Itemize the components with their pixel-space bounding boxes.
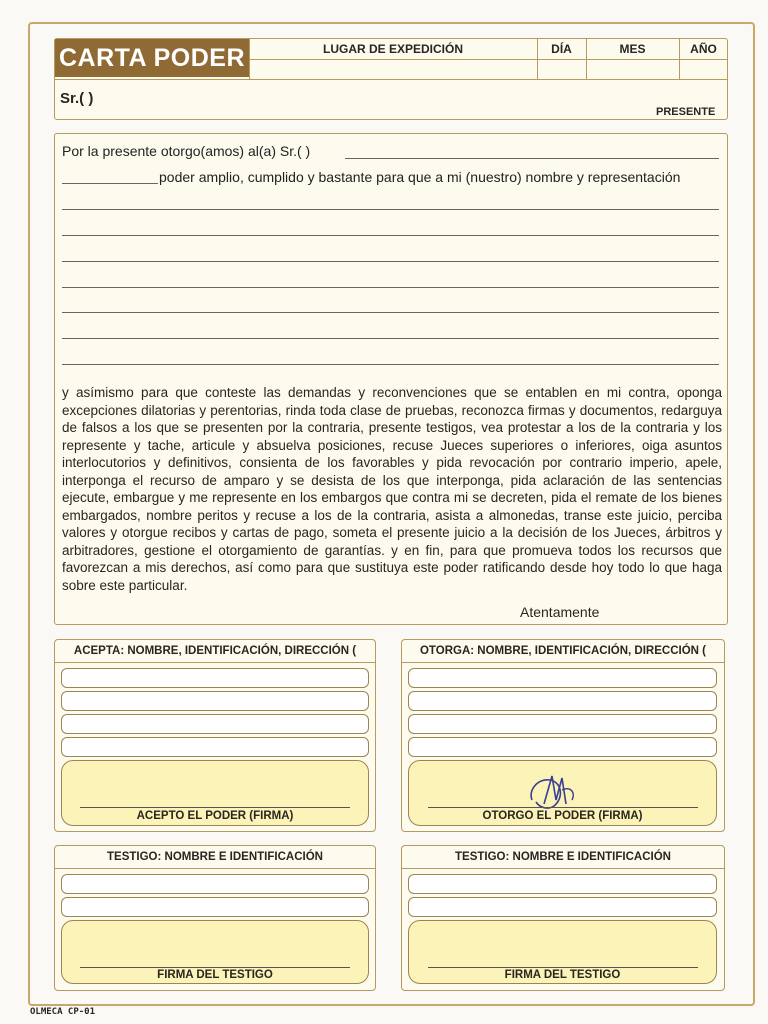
day-label: DÍA xyxy=(551,42,572,56)
day-input[interactable] xyxy=(538,60,585,78)
accept-signature-label: ACEPTO EL PODER (FIRMA) xyxy=(136,810,294,822)
witness-right-signature-label: FIRMA DEL TESTIGO xyxy=(504,969,621,981)
signature-line xyxy=(80,807,350,808)
month-input[interactable] xyxy=(587,60,678,78)
header-divider-lower xyxy=(55,79,728,80)
blank-line[interactable] xyxy=(62,209,719,210)
grant-signature-label: OTORGO EL PODER (FIRMA) xyxy=(482,810,643,822)
blank-line[interactable] xyxy=(62,312,719,313)
grant-field[interactable] xyxy=(408,714,717,734)
accept-field[interactable] xyxy=(61,737,369,757)
powers-paragraph: y asímismo para que conteste las demandas y reconvenciones que se entablen en mi contra, oponga excepciones dilatorias y perentorias, rinda toda clase de pruebas, reconozca firmas y documentos, redarguya de falsos a los que se presenten por la contraria, presente testigos, vea protestar a los de la contraria y los represente y tache, articule y absuelva posiciones, recuse Jueces superiores o inferiores, oiga asuntos interlocutorios y definitivos, consienta de los favorables y pida revocación por contrario imperio, apele, interponga el recurso de amparo y se desista de los que interponga, pida aclaración de las sentencias ejecute, embargue y me represente en los embargos que contra mi se decreten, pida el remate de los bienes embargados, nombre peritos y recuse a los de la contraria, asista a almonedas, transe este juicio, perciba valores y otorgue recibos y cartas de pago, someta el presente juicio a la decisión de los Jueces, árbitros y arbitradores, gestione el otorgamiento de garantías. y en fin, para que promueva todos los recursos que favorezcan a mis derechos, así como para que sustituya este poder ratificando desde hoy todo lo que haga sobre este particular. xyxy=(62,385,722,593)
place-input[interactable] xyxy=(250,60,536,78)
grant-box-title: OTORGA: NOMBRE, IDENTIFICACIÓN, DIRECCIÓN ( xyxy=(402,640,724,663)
accept-field[interactable] xyxy=(61,714,369,734)
witness-right-field[interactable] xyxy=(408,897,717,917)
place-label: LUGAR DE EXPEDICIÓN xyxy=(322,42,463,56)
witness-left-signature-label: FIRMA DEL TESTIGO xyxy=(157,969,273,981)
witness-left-field[interactable] xyxy=(61,874,369,894)
form-code: OLMECA CP-01 xyxy=(30,1007,96,1017)
accept-box-title: ACEPTA: NOMBRE, IDENTIFICACIÓN, DIRECCIÓN ( xyxy=(55,640,375,663)
grant-scope-text: poder amplio, cumplido y bastante para que a mi (nuestro) nombre y representación xyxy=(159,169,681,185)
witness-right-field[interactable] xyxy=(408,874,717,894)
grant-field[interactable] xyxy=(408,691,717,711)
form-title: CARTA PODER xyxy=(55,39,249,77)
witness-left-field[interactable] xyxy=(61,897,369,917)
grant-intro-text: Por la presente otorgo(amos) al(a) Sr.( ) xyxy=(62,143,311,159)
month-label: MES xyxy=(619,42,646,56)
grant-field[interactable] xyxy=(408,668,717,688)
blank-line[interactable] xyxy=(62,235,719,236)
year-input[interactable] xyxy=(680,60,727,78)
signature-line xyxy=(80,967,350,968)
blank-line[interactable] xyxy=(62,261,719,262)
witness-right-title: TESTIGO: NOMBRE E IDENTIFICACIÓN xyxy=(402,846,724,869)
blank-line[interactable] xyxy=(62,338,719,339)
blank-line[interactable] xyxy=(62,287,719,288)
salutation: Sr.( ) xyxy=(60,90,94,107)
signature-line xyxy=(428,807,698,808)
closing-text: Atentamente xyxy=(520,604,600,620)
grant-field[interactable] xyxy=(408,737,717,757)
accept-field[interactable] xyxy=(61,668,369,688)
signature-line xyxy=(428,967,698,968)
witness-left-title: TESTIGO: NOMBRE E IDENTIFICACIÓN xyxy=(55,846,375,869)
blank-line[interactable] xyxy=(345,158,719,159)
presente-label: PRESENTE xyxy=(656,106,716,118)
blank-line[interactable] xyxy=(62,183,158,184)
year-label: AÑO xyxy=(690,42,717,56)
accept-field[interactable] xyxy=(61,691,369,711)
blank-line[interactable] xyxy=(62,364,719,365)
